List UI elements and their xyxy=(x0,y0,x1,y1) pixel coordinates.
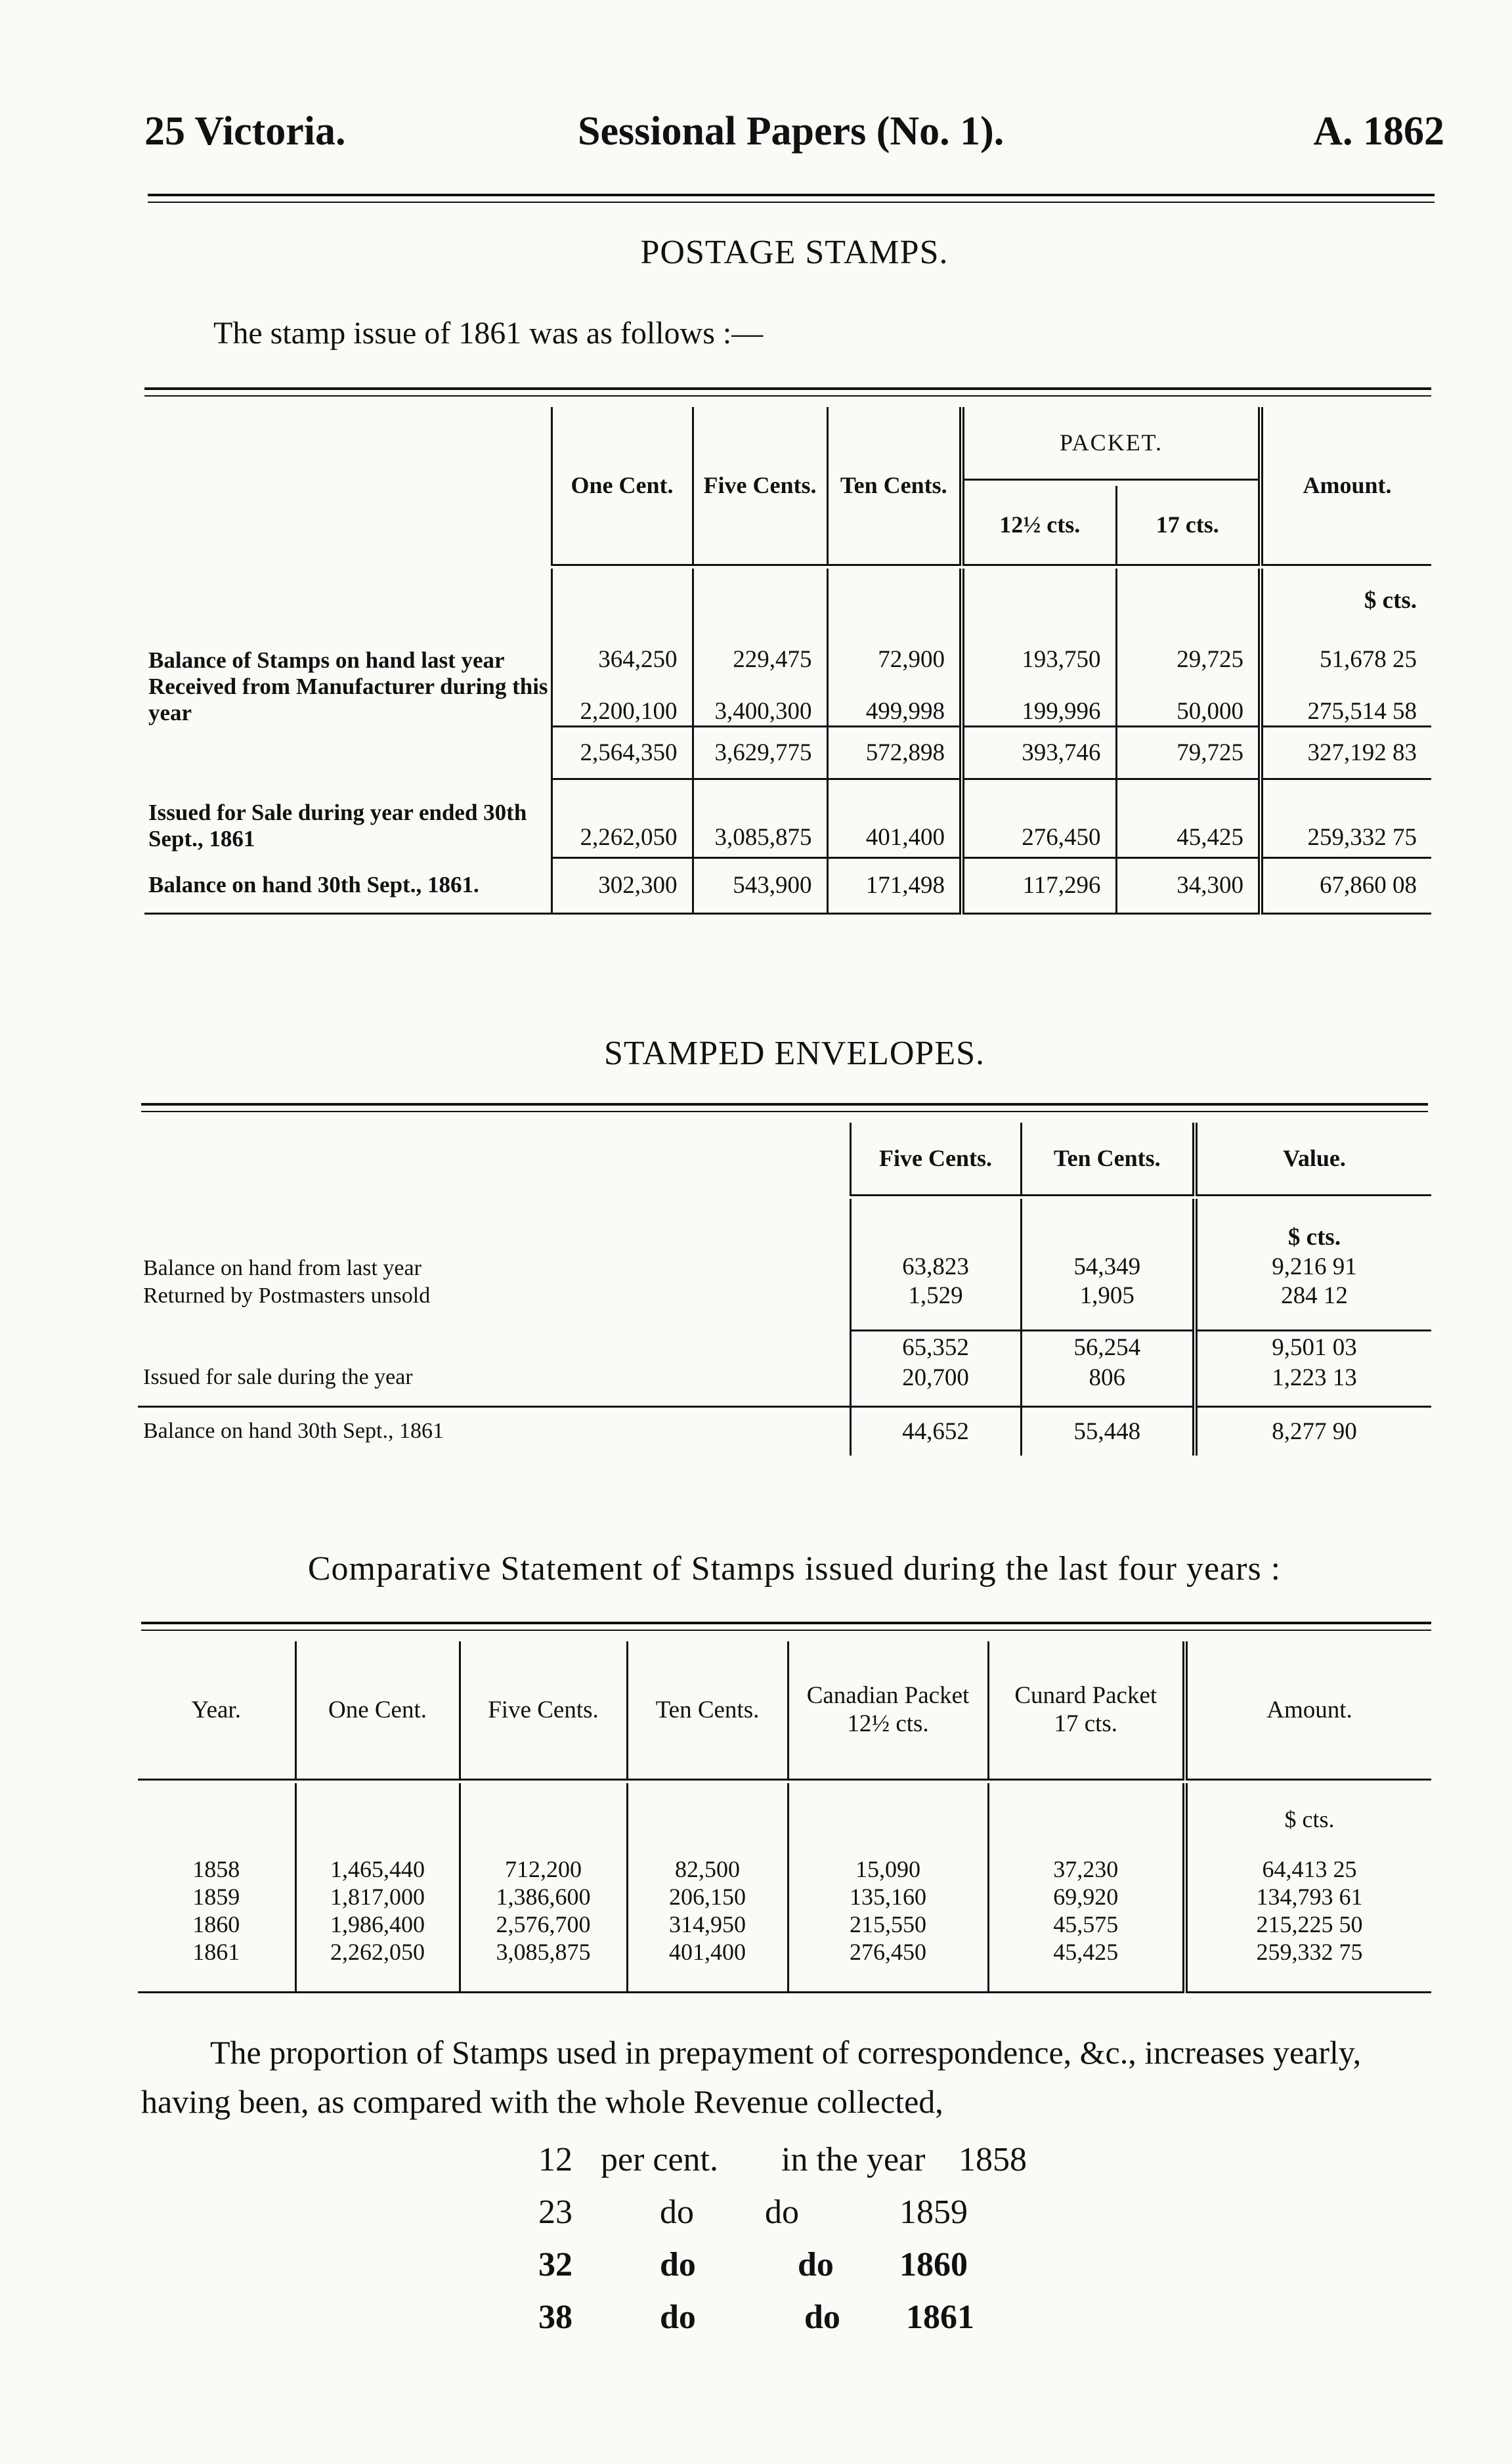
cell-ten: 572,898 xyxy=(827,726,962,779)
pct-in-year: do xyxy=(804,2299,840,2336)
cell-canadian: 15,090 xyxy=(788,1855,988,1883)
cell-one: 2,564,350 xyxy=(551,726,693,779)
cell-p12: 193,750 xyxy=(962,615,1116,674)
pct-label: do xyxy=(660,2299,696,2336)
row-label: Balance of Stamps on hand last year xyxy=(148,647,505,673)
cell-five: 712,200 xyxy=(460,1855,627,1883)
table-row xyxy=(144,779,1431,857)
proportion-line xyxy=(538,2140,1064,2193)
cell-five: 3,400,300 xyxy=(693,674,827,726)
cell-five: 2,576,700 xyxy=(460,1911,627,1938)
cell-ten: 82,500 xyxy=(627,1855,788,1883)
cell-five: 63,823 xyxy=(850,1251,1021,1281)
cell-ten: 171,498 xyxy=(827,857,962,913)
cell-five: 3,629,775 xyxy=(693,726,827,779)
proportion-line xyxy=(538,2298,1064,2350)
cell-p12: 393,746 xyxy=(962,726,1116,779)
cell-five: 65,352 xyxy=(850,1330,1021,1362)
pct-label: do xyxy=(660,2246,696,2283)
table-row xyxy=(138,1362,1431,1393)
cell-one: 1,817,000 xyxy=(295,1883,460,1911)
col-packet: PACKET. xyxy=(1059,429,1163,456)
cell-five: 44,652 xyxy=(850,1406,1021,1456)
col-packet-12: 12½ cts. xyxy=(999,511,1081,538)
col-ten-cents: Ten Cents. xyxy=(1021,1123,1195,1195)
cell-canadian: 135,160 xyxy=(788,1883,988,1911)
row-label: Balance on hand 30th Sept., 1861. xyxy=(144,857,551,913)
pct-value: 38 xyxy=(538,2299,572,2336)
cell-cunard: 69,920 xyxy=(988,1883,1185,1911)
row-label: Issued for Sale during year ended 30th Sept., 1861 xyxy=(148,800,527,852)
col-ten-cents: Ten Cents. xyxy=(627,1641,788,1779)
cell-ten: 56,254 xyxy=(1021,1330,1195,1362)
pct-year: 1861 xyxy=(906,2299,974,2336)
postage-top-rule xyxy=(144,387,1431,397)
pct-year: 1858 xyxy=(959,2141,1027,2178)
cell-five: 3,085,875 xyxy=(693,779,827,857)
comparative-statement-table xyxy=(138,1641,1431,1993)
cell-ten: 1,905 xyxy=(1021,1281,1195,1310)
row-label: Balance on hand from last year xyxy=(143,1256,421,1280)
cell-one: 302,300 xyxy=(551,857,693,913)
pct-year: 1860 xyxy=(899,2246,968,2283)
col-cunard-packet: Cunard Packet 17 cts. xyxy=(988,1641,1185,1779)
envelopes-top-rule xyxy=(141,1103,1428,1112)
cell-year: 1858 xyxy=(192,1856,240,1882)
envelopes-title: STAMPED ENVELOPES. xyxy=(603,1035,985,1072)
col-one-cent: One Cent. xyxy=(295,1641,460,1779)
col-amount: Amount. xyxy=(1185,1641,1431,1779)
table-row xyxy=(138,1330,1431,1362)
comparative-title: Comparative Statement of Stamps issued during the last four years : xyxy=(307,1550,1282,1588)
cell-amount: 215,225 50 xyxy=(1185,1911,1431,1938)
cell-amount: 134,793 61 xyxy=(1185,1883,1431,1911)
cell-amount: 327,192 83 xyxy=(1261,726,1431,779)
table-row xyxy=(138,1883,1431,1911)
cell-year: 1861 xyxy=(192,1939,240,1965)
header-rule xyxy=(148,194,1435,203)
table-row xyxy=(138,1406,1431,1456)
pct-value: 23 xyxy=(538,2194,572,2231)
row-label: Balance on hand 30th Sept., 1861 xyxy=(138,1406,850,1456)
cell-one: 2,262,050 xyxy=(551,779,693,857)
cell-amount: 64,413 25 xyxy=(1185,1855,1431,1883)
cell-p17: 50,000 xyxy=(1116,674,1261,726)
row-label: Received from Manufacturer during this year xyxy=(148,674,548,725)
stamped-envelopes-table xyxy=(138,1123,1431,1456)
cell-cunard: 45,575 xyxy=(988,1911,1185,1938)
col-five-cents: Five Cents. xyxy=(703,472,817,499)
row-label: Returned by Postmasters unsold xyxy=(143,1283,431,1308)
cell-ten: 806 xyxy=(1021,1362,1195,1393)
proportion-text-line1: The proportion of Stamps used in prepayment of correspondence, &c., increases yearly, xyxy=(210,2034,1362,2071)
proportion-text-line2: having been, as compared with the whole Revenue collected, xyxy=(141,2083,943,2120)
cell-one: 1,465,440 xyxy=(295,1855,460,1883)
cell-amount: 275,514 58 xyxy=(1261,674,1431,726)
cell-amount: 259,332 75 xyxy=(1261,779,1431,857)
cell-year: 1859 xyxy=(192,1884,240,1910)
table-row xyxy=(144,857,1431,913)
pct-value: 32 xyxy=(538,2246,572,2283)
cell-p17: 29,725 xyxy=(1116,615,1261,674)
proportion-line xyxy=(538,2193,1064,2245)
col-five-cents: Five Cents. xyxy=(850,1123,1021,1195)
envelopes-currency: $ cts. xyxy=(1287,1224,1341,1251)
comparative-currency: $ cts. xyxy=(1284,1806,1335,1832)
cell-one: 2,262,050 xyxy=(295,1938,460,1966)
header-year: A. 1862 xyxy=(1313,109,1444,154)
cell-ten: 401,400 xyxy=(627,1938,788,1966)
table-row xyxy=(138,1855,1431,1883)
cell-ten: 401,400 xyxy=(827,779,962,857)
pct-in-year: in the year xyxy=(781,2141,926,2178)
col-value: Value. xyxy=(1195,1123,1431,1195)
running-header xyxy=(144,105,1444,164)
cell-one: 2,200,100 xyxy=(551,674,693,726)
cell-ten: 314,950 xyxy=(627,1911,788,1938)
pct-in-year: do xyxy=(798,2246,834,2283)
cell-p17: 34,300 xyxy=(1116,857,1261,913)
cell-ten: 499,998 xyxy=(827,674,962,726)
cell-cunard: 45,425 xyxy=(988,1938,1185,1966)
cell-value: 8,277 90 xyxy=(1195,1406,1431,1456)
pct-value: 12 xyxy=(538,2141,572,2178)
table-row xyxy=(144,615,1431,674)
cell-one: 1,986,400 xyxy=(295,1911,460,1938)
header-title: Sessional Papers (No. 1). xyxy=(578,109,1004,154)
col-five-cents: Five Cents. xyxy=(460,1641,627,1779)
cell-p12: 199,996 xyxy=(962,674,1116,726)
cell-cunard: 37,230 xyxy=(988,1855,1185,1883)
postage-intro: The stamp issue of 1861 was as follows :— xyxy=(213,316,764,351)
col-amount: Amount. xyxy=(1303,472,1392,499)
pct-label: do xyxy=(660,2194,694,2231)
cell-canadian: 215,550 xyxy=(788,1911,988,1938)
cell-p17: 79,725 xyxy=(1116,726,1261,779)
cell-ten: 54,349 xyxy=(1021,1251,1195,1281)
proportion-line xyxy=(538,2245,1064,2298)
comparative-top-rule xyxy=(141,1622,1431,1631)
cell-five: 20,700 xyxy=(850,1362,1021,1393)
cell-one: 364,250 xyxy=(551,615,693,674)
cell-value: 284 12 xyxy=(1195,1281,1431,1310)
cell-amount: 51,678 25 xyxy=(1261,615,1431,674)
row-label: Issued for sale during the year xyxy=(143,1365,413,1389)
cell-value: 9,501 03 xyxy=(1195,1330,1431,1362)
col-year: Year. xyxy=(191,1696,241,1723)
cell-five: 543,900 xyxy=(693,857,827,913)
postage-stamps-table xyxy=(144,407,1431,915)
col-one-cent: One Cent. xyxy=(571,472,674,499)
pct-label: per cent. xyxy=(601,2141,719,2178)
cell-five: 1,529 xyxy=(850,1281,1021,1310)
table-row xyxy=(144,674,1431,726)
cell-year: 1860 xyxy=(192,1911,240,1937)
col-ten-cents: Ten Cents. xyxy=(840,472,947,499)
pct-in-year: do xyxy=(765,2194,799,2231)
col-packet-17: 17 cts. xyxy=(1156,511,1219,538)
table-row xyxy=(138,1251,1431,1281)
postage-currency: $ cts. xyxy=(1364,587,1417,614)
row-label xyxy=(138,1330,850,1362)
table-row xyxy=(138,1911,1431,1938)
cell-amount: 259,332 75 xyxy=(1185,1938,1431,1966)
col-canadian-packet: Canadian Packet 12½ cts. xyxy=(788,1641,988,1779)
cell-p12: 117,296 xyxy=(962,857,1116,913)
table-row xyxy=(138,1281,1431,1310)
cell-five: 1,386,600 xyxy=(460,1883,627,1911)
cell-amount: 67,860 08 xyxy=(1261,857,1431,913)
row-label xyxy=(144,726,551,779)
table-row xyxy=(138,1938,1431,1966)
cell-value: 1,223 13 xyxy=(1195,1362,1431,1393)
postage-title: POSTAGE STAMPS. xyxy=(640,234,949,271)
cell-value: 9,216 91 xyxy=(1195,1251,1431,1281)
cell-p12: 276,450 xyxy=(962,779,1116,857)
cell-ten: 206,150 xyxy=(627,1883,788,1911)
cell-canadian: 276,450 xyxy=(788,1938,988,1966)
cell-ten: 72,900 xyxy=(827,615,962,674)
cell-five: 3,085,875 xyxy=(460,1938,627,1966)
table-row xyxy=(144,726,1431,779)
cell-ten: 55,448 xyxy=(1021,1406,1195,1456)
cell-five: 229,475 xyxy=(693,615,827,674)
header-session: 25 Victoria. xyxy=(144,109,346,154)
cell-p17: 45,425 xyxy=(1116,779,1261,857)
pct-year: 1859 xyxy=(899,2194,968,2231)
